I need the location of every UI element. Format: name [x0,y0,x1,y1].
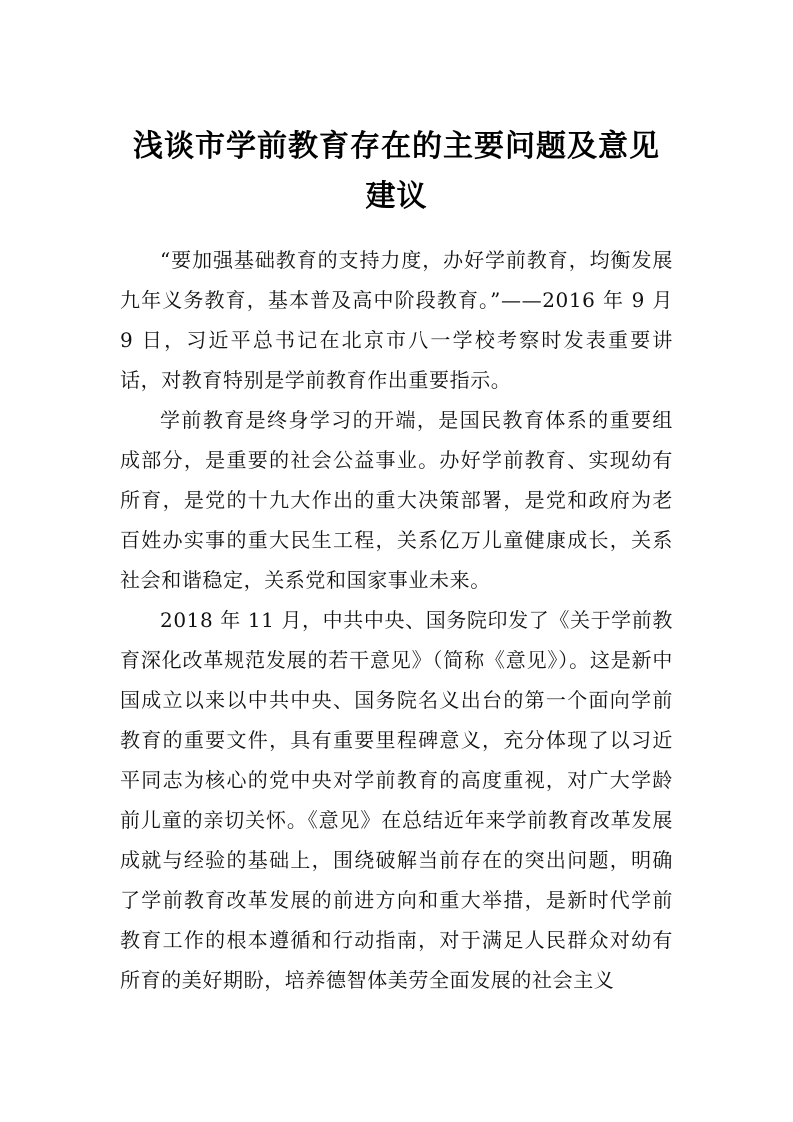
document-title: 浅谈市学前教育存在的主要问题及意见建议 [133,129,660,214]
paragraph-quote: “要加强基础教育的支持力度，办好学前教育，均衡发展九年义务教育，基本普及高中阶段教育。”——2016 年 9 月 9 日，习近平总书记在北京市八一学校考察时发表重要讲话，对教育特别是学前教育作出重要指示。 [120,248,673,392]
paragraph-opinions-document: 2018 年 11 月，中共中央、国务院印发了《关于学前教育深化改革规范发展的若干意见》（简称《意见》）。这是新中国成立以来以中共中央、国务院名义出台的第一个面向学前教育的重要文件，具有重要里程碑意义，充分体现了以习近平同志为核心的党中央对学前教育的高度重视，对广大学龄前儿童的亲切关怀。《意见》在总结近年来学前教育改革发展成就与经验的基础上，围绕破解当前存在的突出问题，明确了学前教育改革发展的前进方向和重大举措，是新时代学前教育工作的根本遵循和行动指南，对于满足人民群众对幼有所育的美好期盼，培养德智体美劳全面发展的社会主义 [120,608,673,992]
document-body [120,240,673,1000]
paragraph-preschool-importance: 学前教育是终身学习的开端，是国民教育体系的重要组成部分，是重要的社会公益事业。办好学前教育、实现幼有所育，是党的十九大作出的重大决策部署，是党和政府为老百姓办实事的重大民生工程，关系亿万儿童健康成长，关系社会和谐稳定，关系党和国家事业未来。 [120,408,673,592]
